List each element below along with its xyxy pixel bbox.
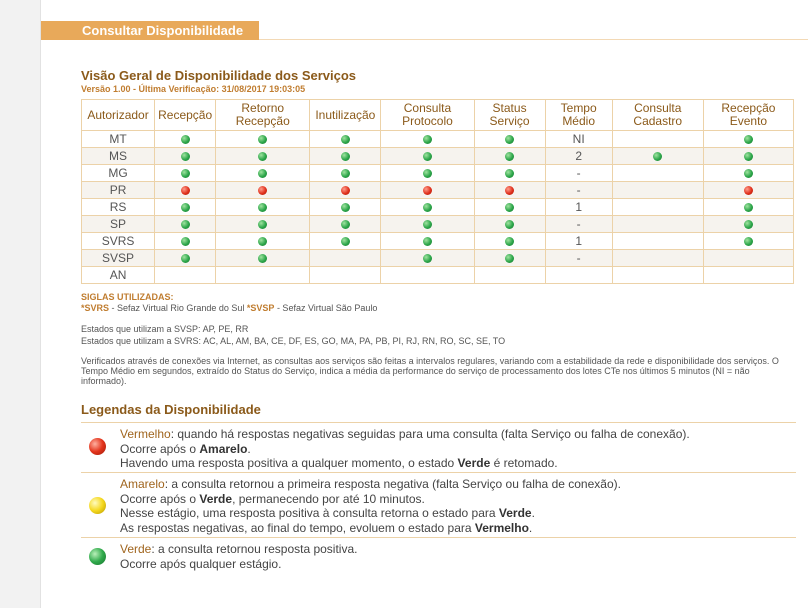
green-status-icon [181,220,190,229]
value-cell: NI [545,131,612,148]
green-status-icon [505,220,514,229]
legend-red [81,422,796,471]
legend-green-line1: : a consulta retornou resposta positiva. [151,542,358,556]
svsp-desc: - Sefaz Virtual São Paulo [274,303,378,313]
status-cell [310,148,381,165]
section-tab: Consultar Disponibilidade [41,21,259,40]
column-header: Consulta Cadastro [612,100,703,131]
status-cell [703,233,793,250]
status-cell [703,165,793,182]
status-cell [155,182,216,199]
green-status-icon [744,135,753,144]
green-status-icon [744,152,753,161]
status-cell [310,131,381,148]
status-cell [381,131,474,148]
red-status-icon [744,186,753,195]
value-cell [612,267,703,284]
status-cell [155,250,216,267]
legend-yellow-line3: Nesse estágio, uma resposta positiva à consulta retorna o estado para [120,506,499,520]
value-cell [612,250,703,267]
legend-yellow-name: Amarelo [120,477,165,491]
red-status-icon [341,186,350,195]
status-cell [703,216,793,233]
green-status-icon [505,237,514,246]
legend-yellow-text [120,477,621,535]
legend-red-text [120,427,690,471]
status-cell [381,250,474,267]
value-cell [310,250,381,267]
estados-svsp: Estados que utilizam a SVSP: AP, PE, RR [81,324,249,334]
legend-red-line1: : quando há respostas negativas seguidas para uma consulta (falta Serviço ou falha de conexão). [170,427,690,441]
status-cell [474,165,545,182]
green-status-icon [341,169,350,178]
green-status-icon [653,152,662,161]
status-cell [155,131,216,148]
status-cell [703,131,793,148]
green-status-icon [423,203,432,212]
table-row [82,267,794,284]
legend-green-line2: Ocorre após qualquer estágio. [120,556,282,571]
green-status-icon [181,203,190,212]
legend-title: Legendas da Disponibilidade [81,402,261,417]
main-panel [40,0,808,608]
legend-green-text [120,542,357,571]
green-status-icon [258,135,267,144]
status-cell [381,216,474,233]
value-cell [703,267,793,284]
green-status-icon [423,169,432,178]
value-cell: - [545,165,612,182]
value-cell [155,267,216,284]
status-cell [216,131,310,148]
status-cell [216,250,310,267]
section-divider [259,39,808,40]
status-cell [381,148,474,165]
table-row [82,216,794,233]
column-header: Autorizador [82,100,155,131]
legend-yellow-line2: Ocorre após o [120,491,200,506]
legend-red-name: Vermelho [120,427,171,441]
green-status-icon [258,169,267,178]
status-cell [381,199,474,216]
status-cell [216,216,310,233]
column-header: Consulta Protocolo [381,100,474,131]
status-cell [310,233,381,250]
green-status-icon [423,237,432,246]
status-cell [474,250,545,267]
green-status-icon [181,169,190,178]
legend-yellow-line2-end: , permanecendo por até 10 minutos. [232,491,425,506]
green-status-icon [505,169,514,178]
green-status-icon [505,254,514,263]
green-status-icon [258,237,267,246]
value-cell [612,199,703,216]
green-status-icon [744,169,753,178]
svsp-abbr: *SVSP [246,303,275,313]
red-status-icon [181,186,190,195]
green-status-icon [744,237,753,246]
green-status-icon [341,220,350,229]
green-status-icon [181,152,190,161]
status-cell [381,165,474,182]
green-status-icon [505,203,514,212]
autorizador-cell: SVRS [82,233,155,250]
value-cell [703,250,793,267]
column-header: Tempo Médio [545,100,612,131]
legend-yellow-line4: As respostas negativas, ao final do tempo, evoluem o estado para [120,520,475,535]
verification-note: Verificados através de conexões via Internet, as consultas aos serviços são feitas a intervalos regulares, variando com a estabilidade da rede e disponibilidade dos serviços. O Tempo Médio em segundos, extraído do Status do Serviço, indica a média da performance do serviço de processamento dos lotes CTe nos últimos 5 minutos (NI = não informado). [81,356,779,386]
table-row [82,233,794,250]
autorizador-cell: MT [82,131,155,148]
column-header: Recepção [155,100,216,131]
value-cell [474,267,545,284]
svrs-abbr: *SVRS [81,303,110,313]
value-cell [381,267,474,284]
green-status-icon [89,548,106,565]
legend-yellow-kw-vermelho: Vermelho [474,520,529,535]
green-status-icon [423,254,432,263]
value-cell: 2 [545,148,612,165]
siglas-line [81,303,377,313]
table-header-row [82,100,794,131]
autorizador-cell: SVSP [82,250,155,267]
status-cell [216,165,310,182]
table-row [82,182,794,199]
column-header: Recepção Evento [703,100,793,131]
status-cell [474,182,545,199]
green-status-icon [744,203,753,212]
legend-green-name: Verde [120,542,152,556]
legend-yellow-line4-end: . [528,520,533,535]
legend-yellow-kw-verde2: Verde [498,506,532,520]
red-status-icon [89,438,106,455]
value-cell [612,216,703,233]
status-cell [216,233,310,250]
legend-yellow-line1: : a consulta retornou a primeira resposta negativa (falta Serviço ou falha de conexão). [164,477,621,491]
legend-red-kw-amarelo: Amarelo [199,441,248,456]
yellow-status-icon [89,497,106,514]
autorizador-cell: MG [82,165,155,182]
legend-yellow [81,472,796,535]
autorizador-cell: AN [82,267,155,284]
status-cell [155,148,216,165]
green-status-icon [258,203,267,212]
status-cell [155,199,216,216]
green-status-icon [341,152,350,161]
status-cell [474,148,545,165]
legend-yellow-line3-end: . [531,506,535,520]
table-row [82,148,794,165]
legend-red-line3: Havendo uma resposta positiva a qualquer momento, o estado [120,456,458,470]
value-cell [612,165,703,182]
value-cell [545,267,612,284]
status-cell [612,148,703,165]
value-cell: - [545,216,612,233]
value-cell: 1 [545,233,612,250]
legend-red-line2-end: . [247,441,251,456]
column-header: Status Serviço [474,100,545,131]
green-status-icon [423,152,432,161]
green-status-icon [181,254,190,263]
table-row [82,199,794,216]
value-cell [612,131,703,148]
value-cell: - [545,182,612,199]
status-cell [310,165,381,182]
table-row [82,131,794,148]
status-cell [703,148,793,165]
legend-red-kw-verde: Verde [457,456,491,470]
availability-table [81,99,794,284]
status-cell [474,233,545,250]
green-status-icon [341,237,350,246]
status-cell [381,182,474,199]
green-status-icon [505,152,514,161]
column-header: Inutilização [310,100,381,131]
value-cell [612,233,703,250]
table-row [82,165,794,182]
table-row [82,250,794,267]
autorizador-cell: PR [82,182,155,199]
value-cell [310,267,381,284]
green-status-icon [341,203,350,212]
legend-red-line3-end: é retomado. [490,456,558,470]
green-status-icon [258,152,267,161]
status-cell [216,148,310,165]
status-cell [310,182,381,199]
status-cell [310,199,381,216]
value-cell [216,267,310,284]
value-cell: - [545,250,612,267]
green-status-icon [505,135,514,144]
column-header: Retorno Recepção [216,100,310,131]
status-cell [474,199,545,216]
status-cell [216,199,310,216]
estados-svrs: Estados que utilizam a SVRS: AC, AL, AM, BA, CE, DF, ES, GO, MA, PA, PB, PI, RJ, RN, RO, SC, SE, TO [81,336,506,346]
status-cell [381,233,474,250]
last-check-subtitle: Versão 1.00 - Última Verificação: 31/08/2017 19:03:05 [81,84,306,94]
green-status-icon [423,135,432,144]
status-cell [474,131,545,148]
autorizador-cell: RS [82,199,155,216]
green-status-icon [744,220,753,229]
status-cell [155,165,216,182]
status-cell [155,233,216,250]
svrs-desc: - Sefaz Virtual Rio Grande do Sul [109,303,247,313]
legend-red-line2: Ocorre após o [120,441,200,456]
page-title: Visão Geral de Disponibilidade dos Serviços [81,68,357,83]
status-cell [216,182,310,199]
green-status-icon [423,220,432,229]
legend-green [81,537,796,578]
green-status-icon [258,254,267,263]
green-status-icon [181,237,190,246]
autorizador-cell: MS [82,148,155,165]
value-cell: 1 [545,199,612,216]
siglas-title: SIGLAS UTILIZADAS: [81,292,174,302]
status-cell [310,216,381,233]
status-cell [703,199,793,216]
green-status-icon [258,220,267,229]
autorizador-cell: SP [82,216,155,233]
status-cell [474,216,545,233]
status-cell [155,216,216,233]
red-status-icon [258,186,267,195]
red-status-icon [423,186,432,195]
table-body [82,131,794,284]
legend-yellow-kw-verde: Verde [199,491,233,506]
red-status-icon [505,186,514,195]
status-cell [703,182,793,199]
green-status-icon [341,135,350,144]
value-cell [612,182,703,199]
green-status-icon [181,135,190,144]
